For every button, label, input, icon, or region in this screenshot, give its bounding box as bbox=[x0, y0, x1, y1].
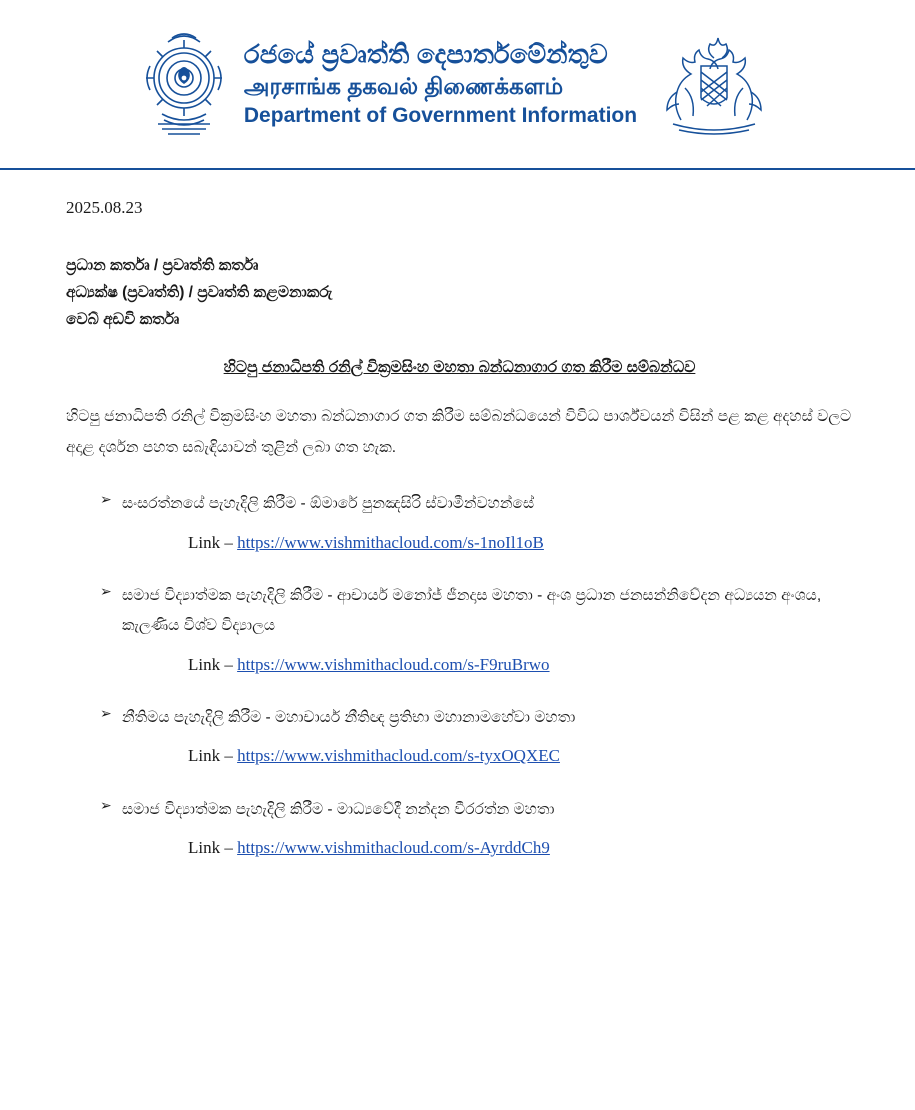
list-item-label: නීතිමය පැහැදිලි කිරීම - මහාචාර්ය නීතිඥ ප්‍රතිභා මහානාමහේවා මහතා bbox=[122, 709, 576, 727]
arrow-bullet-icon: ➢ bbox=[100, 492, 112, 509]
list-item bbox=[66, 703, 853, 769]
list-item-label: සමාජ විද්‍යාත්මක පැහැදිලි කිරීම - ආචාර්ය මනෝජ් ජීනදාස මහතා - අංශ ප්‍රධාන ජනසන්නිවේදන අධ්‍යයන අංශය, කැලණිය විශ්ව විද්‍යාලය bbox=[122, 587, 822, 635]
department-name-english: Department of Government Information bbox=[243, 104, 638, 128]
list-item bbox=[66, 795, 853, 861]
video-link[interactable]: https://www.vishmithacloud.com/s-AyrddCh9 bbox=[237, 837, 550, 857]
link-label: Link – bbox=[188, 654, 233, 674]
video-link[interactable]: https://www.vishmithacloud.com/s-1noIl1oB bbox=[237, 532, 544, 552]
addressee-line-1: ප්‍රධාන කර්තෘ / ප්‍රවෘත්ති කර්තෘ bbox=[66, 257, 259, 274]
addressee-line-3: වෙබ් අඩවි කර්තෘ bbox=[66, 311, 180, 329]
list-item bbox=[66, 489, 853, 555]
department-name-tamil: அரசாங்க தகவல் திணைக்களம் bbox=[243, 73, 564, 100]
government-lion-crest-icon bbox=[651, 32, 777, 136]
video-link[interactable]: https://www.vishmithacloud.com/s-F9ruBrwo bbox=[237, 654, 550, 674]
link-row bbox=[66, 835, 853, 861]
document-body bbox=[0, 170, 915, 860]
document-title: හිටපු ජනාධිපති රනිල් වික්‍රමසිංහ මහතා බන්ධනාගාර ගත කිරීම සම්බන්ධව bbox=[223, 359, 696, 377]
reference-links-list bbox=[66, 489, 853, 860]
video-link[interactable]: https://www.vishmithacloud.com/s-tyxOQXEC bbox=[237, 746, 560, 766]
addressee-line-2: අධ්‍යක්ෂ (ප්‍රවෘත්ති) / ප්‍රවෘත්ති කළමනාකරු bbox=[66, 284, 333, 302]
arrow-bullet-icon: ➢ bbox=[100, 797, 112, 814]
department-name-sinhala: රජයේ ප්‍රවෘත්ති දෙපාර්තමේන්තුව bbox=[243, 39, 608, 70]
link-label: Link – bbox=[188, 837, 233, 857]
sri-lanka-national-emblem-icon bbox=[138, 28, 230, 140]
document-paragraph: හිටපු ජනාධිපති රනිල් වික්‍රමසිංහ මහතා බන්ධනාගාර ගත කිරීම සම්බන්ධයෙන් විවිධ පාර්ශ්වයන් විසින් පළ කළ අදහස් වලට අදාළ දර්ශන පහත සබැඳියාවන් තුළින් ලබා ගත හැක. bbox=[66, 408, 852, 457]
link-row bbox=[66, 530, 853, 556]
list-item bbox=[66, 581, 853, 677]
arrow-bullet-icon: ➢ bbox=[100, 706, 112, 723]
list-item-label: සමාජ විද්‍යාත්මක පැහැදිලි කිරීම - මාධ්‍යවේදී නන්දන වීරරත්න මහතා bbox=[122, 800, 555, 818]
link-label: Link – bbox=[188, 746, 233, 766]
department-name-block bbox=[244, 39, 637, 128]
document-date: 2025.08.23 bbox=[66, 198, 143, 217]
letterhead bbox=[0, 0, 915, 170]
link-row bbox=[66, 652, 853, 678]
link-row bbox=[66, 743, 853, 769]
link-label: Link – bbox=[188, 532, 233, 552]
addressee-block bbox=[66, 252, 853, 333]
arrow-bullet-icon: ➢ bbox=[100, 584, 112, 601]
list-item-label: සංසරත්නයේ පැහැදිලි කිරීම - ඕමාරේ පුනඤසිරි ස්වාමීන්වහන්සේ bbox=[122, 495, 535, 513]
